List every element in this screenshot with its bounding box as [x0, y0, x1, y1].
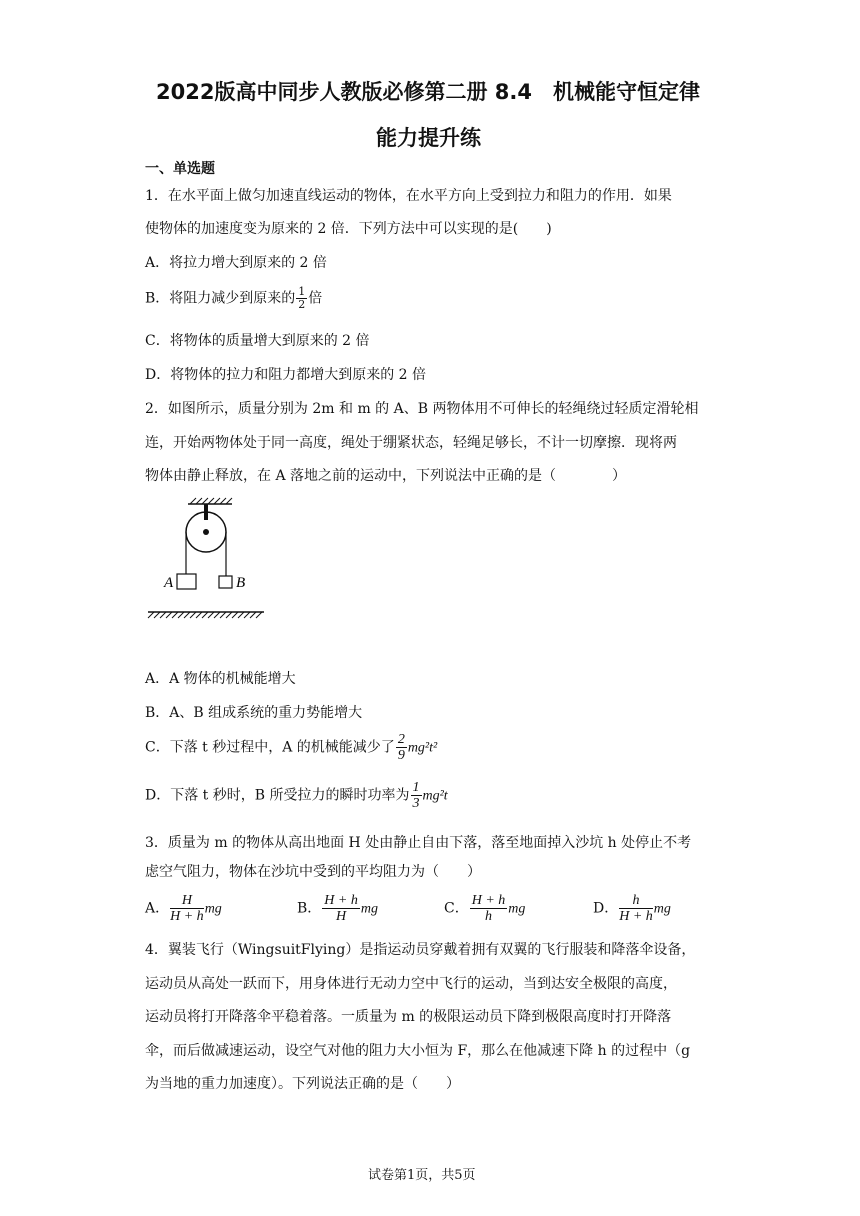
q1-option-c: C．将物体的质量增大到原来的 2 倍 [145, 333, 370, 349]
option-suffix: mg [204, 901, 222, 917]
q3-option-b-fraction [322, 893, 360, 924]
frac-den: 2 [298, 298, 306, 311]
q1-option-b-text: B．将阻力减少到原来的 [145, 290, 296, 307]
q4-line3: 运动员将打开降落伞平稳着落。一质量为 m 的极限运动员下降到极限高度时打开降落 [145, 1009, 672, 1025]
frac-num: H + h [324, 893, 358, 908]
frac-num: H + h [471, 893, 506, 908]
q1-option-a: A．将拉力增大到原来的 2 倍 [145, 255, 327, 271]
q3-option-b [297, 893, 378, 924]
option-label: A． [145, 900, 170, 917]
option-suffix: mg [360, 901, 378, 917]
label-a: A [164, 575, 174, 591]
option-label: B． [297, 900, 322, 917]
frac-den: H + h [170, 909, 204, 924]
frac-den: 9 [397, 748, 405, 763]
frac-num: h [619, 893, 653, 909]
ground-hatch [148, 612, 262, 618]
q3-line1: 3．质量为 m 的物体从高出地面 H 处由静止自由下落，落至地面掉入沙坑 h 处停止不考 [145, 835, 692, 851]
q4-line2: 运动员从高处一跃而下，用身体进行无动力空中飞行的运动，当到达安全极限的高度， [145, 976, 677, 992]
pulley-diagram [140, 496, 270, 626]
frac-den: h [485, 909, 492, 924]
block-b [219, 576, 232, 588]
q1-option-b-fraction [296, 286, 307, 311]
page-footer: 试卷第1页，共5页 [368, 1168, 476, 1183]
q1-option-d: D．将物体的拉力和阻力都增大到原来的 2 倍 [145, 367, 427, 383]
q1-option-b [145, 286, 322, 311]
option-suffix: mg [508, 901, 526, 917]
q3-option-a [145, 893, 222, 924]
q1-line2: 使物体的加速度变为原来的 2 倍．下列方法中可以实现的是( ) [145, 221, 552, 237]
q1-option-b-suffix: 倍 [308, 290, 323, 307]
q2-line3: 物体由静止释放，在 A 落地之前的运动中，下列说法中正确的是（ ） [145, 468, 627, 484]
q3-option-d-fraction [619, 893, 653, 924]
q3-option-c-fraction [470, 893, 508, 924]
frac-num: 1 [298, 285, 306, 298]
q1-line1: 1．在水平面上做匀加速直线运动的物体，在水平方向上受到拉力和阻力的作用．如果 [145, 188, 672, 204]
pulley-axle [203, 529, 209, 535]
q2-line1: 2．如图所示，质量分别为 2m 和 m 的 A、B 两物体用不可伸长的轻绳绕过轻质定滑轮相 [145, 401, 699, 417]
ceiling-hatch [190, 498, 232, 504]
frac-den: H [336, 909, 347, 924]
label-b: B [236, 575, 246, 591]
q2-option-c-fraction [396, 732, 407, 763]
q2-option-c-text: C．下落 t 秒过程中，A 的机械能减少了 [145, 739, 395, 756]
q2-line2: 连，开始两物体处于同一高度，绳处于绷紧状态，轻绳足够长，不计一切摩擦．现将两 [145, 435, 677, 451]
frac-den: H + h [619, 909, 653, 924]
frac-num: 2 [397, 732, 405, 747]
q2-option-d-formula: mg²t [422, 788, 448, 804]
q2-option-c-formula: mg²t² [407, 740, 438, 756]
frac-num: 1 [412, 780, 420, 795]
option-suffix: mg [653, 901, 671, 917]
frac-num: H [170, 893, 204, 909]
option-label: C． [444, 900, 469, 917]
q2-option-d-text: D．下落 t 秒时，B 所受拉力的瞬时功率为 [145, 787, 410, 804]
q3-option-c [444, 893, 525, 924]
q3-line2: 虑空气阻力，物体在沙坑中受到的平均阻力为（ ） [145, 864, 481, 880]
q2-option-d-fraction [411, 780, 422, 811]
option-label: D． [593, 900, 619, 917]
q2-option-b: B．A、B 组成系统的重力势能增大 [145, 705, 363, 721]
q2-option-c [145, 732, 437, 763]
page-title: 2022版高中同步人教版必修第二册 8.4 机械能守恒定律 [156, 80, 700, 104]
q3-option-d [593, 893, 671, 924]
q2-option-a: A．A 物体的机械能增大 [145, 671, 296, 687]
q4-line1: 4．翼装飞行（WingsuitFlying）是指运动员穿戴着拥有双翼的飞行服装和降落伞设备， [145, 942, 696, 958]
frac-den: 3 [412, 796, 420, 811]
q2-option-d [145, 780, 448, 811]
q4-line4: 伞，而后做减速运动，设空气对他的阻力大小恒为 F，那么在他减速下降 h 的过程中（g [145, 1043, 691, 1059]
block-a [177, 574, 196, 589]
page-subtitle: 能力提升练 [376, 126, 481, 150]
q4-line5: 为当地的重力加速度）。下列说法正确的是（ ） [145, 1076, 460, 1092]
q3-option-a-fraction [170, 893, 204, 924]
section-heading: 一、单选题 [145, 161, 215, 177]
